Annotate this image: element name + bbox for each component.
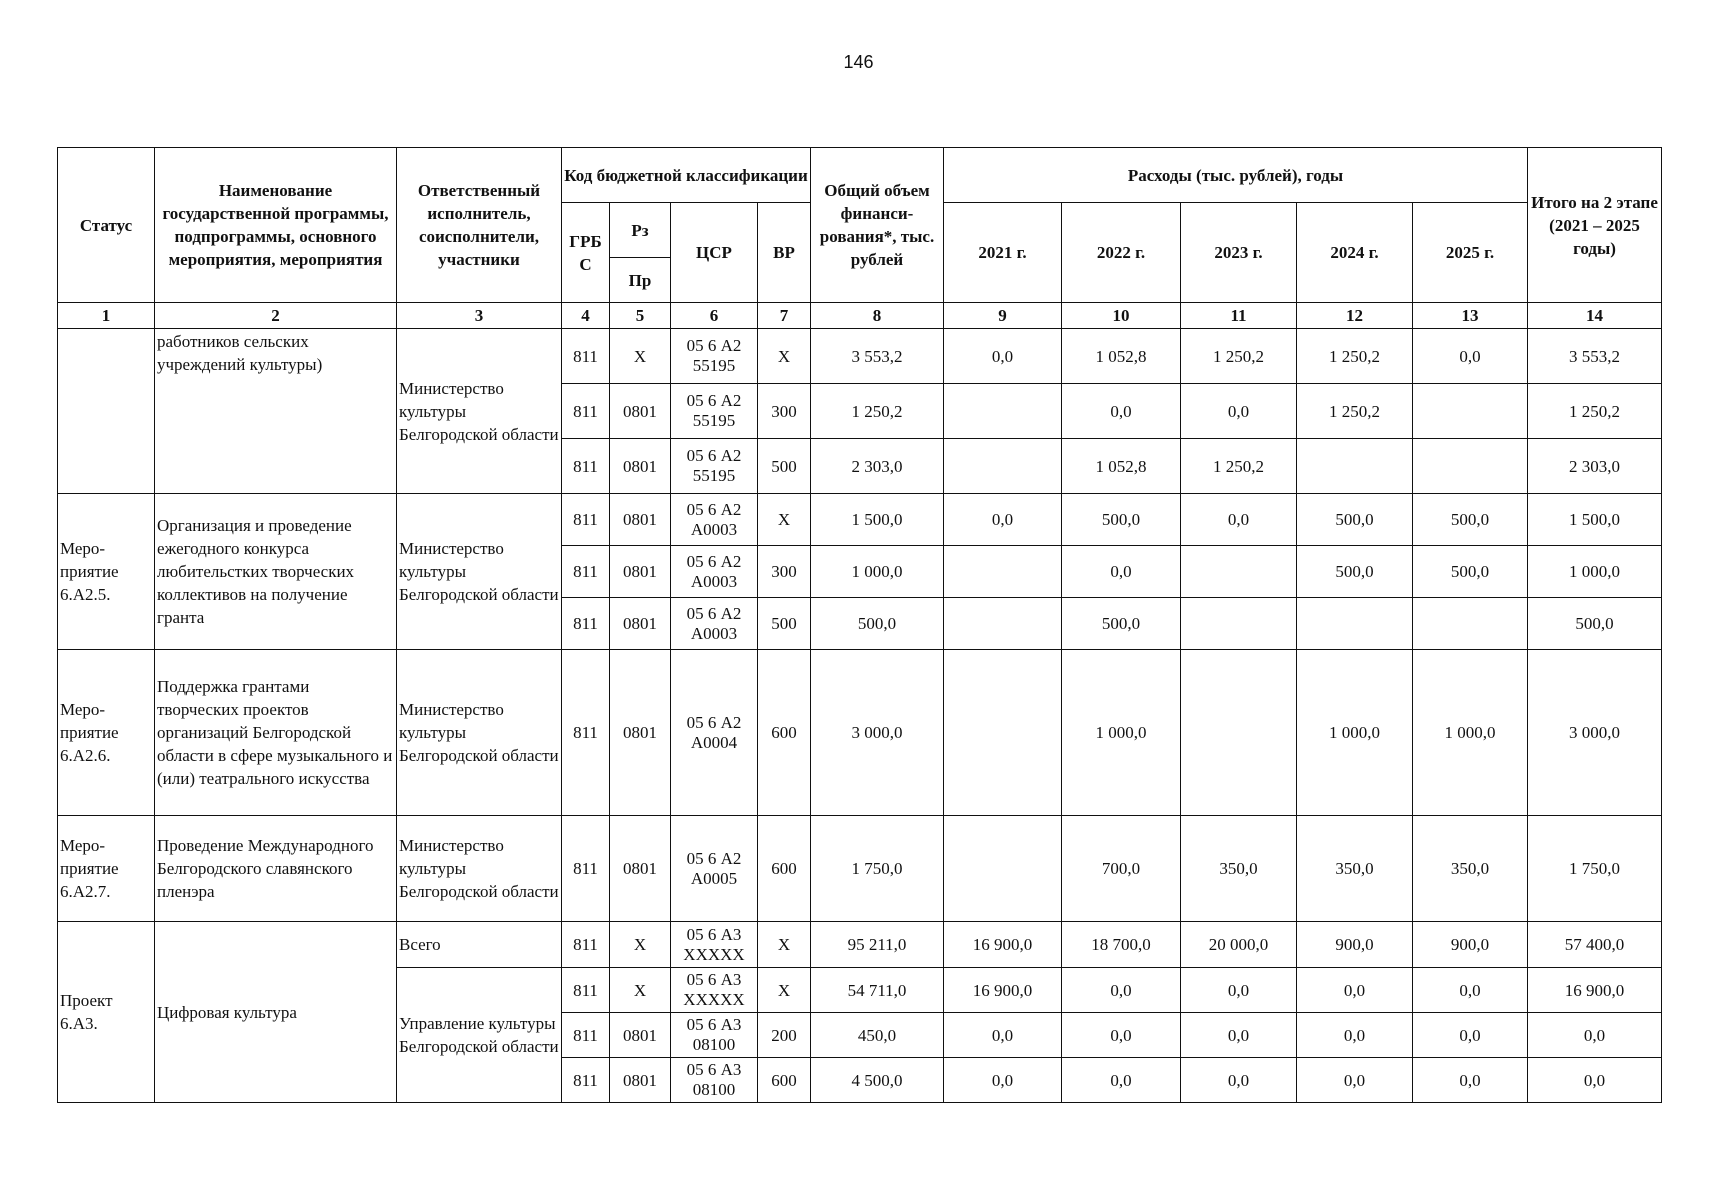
name-cell: Организация и проведение ежегодного конкурса любительстких творческих коллективов на получение гранта <box>155 494 397 650</box>
year-2025-cell <box>1413 598 1528 650</box>
header-stage-total: Итого на 2 этапе (2021 – 2025 годы) <box>1528 148 1662 303</box>
year-2022-cell: 18 700,0 <box>1062 922 1181 968</box>
year-2022-cell: 0,0 <box>1062 1013 1181 1058</box>
status-cell: Меро-приятие 6.А2.6. <box>58 650 155 816</box>
year-2023-cell <box>1181 598 1297 650</box>
name-cell: Цифровая культура <box>155 922 397 1103</box>
total-cell: 3 000,0 <box>811 650 944 816</box>
year-2025-cell: 0,0 <box>1413 1013 1528 1058</box>
stage-total-cell: 0,0 <box>1528 1013 1662 1058</box>
vr-cell: 600 <box>758 1058 811 1103</box>
total-cell: 1 250,2 <box>811 384 944 439</box>
responsible-cell: Управление культуры Белгородской области <box>397 968 562 1103</box>
header-total-volume: Общий объем финанси-рования*, тыс. рублей <box>811 148 944 303</box>
year-2024-cell <box>1297 439 1413 494</box>
vr-cell: Х <box>758 494 811 546</box>
name-cell: Проведение Международного Белгородского славянского пленэра <box>155 816 397 922</box>
year-2021-cell <box>944 439 1062 494</box>
header-year-2025: 2025 г. <box>1413 203 1528 303</box>
year-2021-cell: 0,0 <box>944 329 1062 384</box>
rz-cell: 0801 <box>610 816 671 922</box>
status-cell <box>58 329 155 494</box>
total-cell: 2 303,0 <box>811 439 944 494</box>
rz-cell: 0801 <box>610 650 671 816</box>
year-2024-cell: 1 000,0 <box>1297 650 1413 816</box>
vr-cell: 300 <box>758 384 811 439</box>
rz-cell: 0801 <box>610 494 671 546</box>
year-2024-cell: 1 250,2 <box>1297 384 1413 439</box>
vr-cell: Х <box>758 329 811 384</box>
table-row <box>58 922 1662 968</box>
name-cell: Поддержка грантами творческих проектов организаций Белгородской области в сфере музыкального и (или) театрального искусства <box>155 650 397 816</box>
year-2022-cell: 0,0 <box>1062 384 1181 439</box>
year-2022-cell: 1 052,8 <box>1062 439 1181 494</box>
stage-total-cell: 3 000,0 <box>1528 650 1662 816</box>
column-number: 3 <box>397 303 562 329</box>
column-numbers-row <box>58 303 1662 329</box>
table-row <box>58 650 1662 816</box>
column-number: 2 <box>155 303 397 329</box>
responsible-cell: Министерство культуры Белгородской области <box>397 650 562 816</box>
grbs-cell: 811 <box>562 439 610 494</box>
year-2021-cell <box>944 384 1062 439</box>
year-2021-cell <box>944 546 1062 598</box>
year-2021-cell: 16 900,0 <box>944 968 1062 1013</box>
grbs-cell: 811 <box>562 329 610 384</box>
grbs-cell: 811 <box>562 816 610 922</box>
rz-cell: 0801 <box>610 598 671 650</box>
vr-cell: 600 <box>758 816 811 922</box>
year-2023-cell: 1 250,2 <box>1181 439 1297 494</box>
column-number: 13 <box>1413 303 1528 329</box>
table-header <box>58 148 1662 329</box>
header-year-2023: 2023 г. <box>1181 203 1297 303</box>
stage-total-cell: 1 000,0 <box>1528 546 1662 598</box>
csr-cell: 05 6 А2 А0005 <box>671 816 758 922</box>
year-2024-cell: 0,0 <box>1297 968 1413 1013</box>
rz-cell: 0801 <box>610 1013 671 1058</box>
stage-total-cell: 1 500,0 <box>1528 494 1662 546</box>
year-2024-cell: 900,0 <box>1297 922 1413 968</box>
responsible-cell: Министерство культуры Белгородской области <box>397 494 562 650</box>
csr-cell: 05 6 А2 А0004 <box>671 650 758 816</box>
total-cell: 3 553,2 <box>811 329 944 384</box>
year-2025-cell: 0,0 <box>1413 968 1528 1013</box>
year-2023-cell: 0,0 <box>1181 494 1297 546</box>
total-cell: 450,0 <box>811 1013 944 1058</box>
total-cell: 1 000,0 <box>811 546 944 598</box>
name-cell: работников сельских учреждений культуры) <box>155 329 397 494</box>
vr-cell: 500 <box>758 598 811 650</box>
page-number: 146 <box>843 52 874 72</box>
year-2024-cell: 350,0 <box>1297 816 1413 922</box>
year-2022-cell: 1 000,0 <box>1062 650 1181 816</box>
stage-total-cell: 3 553,2 <box>1528 329 1662 384</box>
header-vr: ВР <box>758 203 811 303</box>
csr-cell: 05 6 А2 55195 <box>671 439 758 494</box>
responsible-total-cell: Всего <box>397 922 562 968</box>
table-row <box>58 816 1662 922</box>
grbs-cell: 811 <box>562 650 610 816</box>
header-pr: Пр <box>610 258 671 303</box>
column-number: 11 <box>1181 303 1297 329</box>
year-2021-cell <box>944 816 1062 922</box>
grbs-cell: 811 <box>562 384 610 439</box>
table-body <box>58 329 1662 1103</box>
stage-total-cell: 500,0 <box>1528 598 1662 650</box>
csr-cell: 05 6 А2 А0003 <box>671 546 758 598</box>
year-2025-cell <box>1413 439 1528 494</box>
year-2021-cell: 0,0 <box>944 1013 1062 1058</box>
year-2025-cell: 500,0 <box>1413 494 1528 546</box>
header-name: Наименование государственной программы, подпрограммы, основного мероприятия, мероприятия <box>155 148 397 303</box>
header-year-2021: 2021 г. <box>944 203 1062 303</box>
column-number: 7 <box>758 303 811 329</box>
year-2025-cell: 900,0 <box>1413 922 1528 968</box>
csr-cell: 05 6 А2 55195 <box>671 329 758 384</box>
year-2024-cell: 500,0 <box>1297 494 1413 546</box>
vr-cell: 300 <box>758 546 811 598</box>
rz-cell: 0801 <box>610 546 671 598</box>
grbs-cell: 811 <box>562 494 610 546</box>
column-number: 1 <box>58 303 155 329</box>
header-expenses: Расходы (тыс. рублей), годы <box>944 148 1528 203</box>
stage-total-cell: 1 250,2 <box>1528 384 1662 439</box>
year-2024-cell <box>1297 598 1413 650</box>
csr-cell: 05 6 А2 А0003 <box>671 494 758 546</box>
year-2022-cell: 700,0 <box>1062 816 1181 922</box>
column-number: 10 <box>1062 303 1181 329</box>
header-responsible: Ответственный исполнитель, соисполнители, участники <box>397 148 562 303</box>
grbs-cell: 811 <box>562 598 610 650</box>
vr-cell: 500 <box>758 439 811 494</box>
year-2022-cell: 500,0 <box>1062 494 1181 546</box>
year-2023-cell: 20 000,0 <box>1181 922 1297 968</box>
year-2025-cell: 0,0 <box>1413 329 1528 384</box>
header-year-2022: 2022 г. <box>1062 203 1181 303</box>
year-2021-cell: 0,0 <box>944 1058 1062 1103</box>
header-budget-code: Код бюджетной классификации <box>562 148 811 203</box>
header-csr: ЦСР <box>671 203 758 303</box>
year-2021-cell <box>944 650 1062 816</box>
column-number: 4 <box>562 303 610 329</box>
grbs-cell: 811 <box>562 1013 610 1058</box>
column-number: 5 <box>610 303 671 329</box>
total-cell: 500,0 <box>811 598 944 650</box>
year-2022-cell: 500,0 <box>1062 598 1181 650</box>
stage-total-cell: 0,0 <box>1528 1058 1662 1103</box>
table-row <box>58 329 1662 384</box>
header-grbs: ГРБС <box>562 203 610 303</box>
year-2023-cell: 0,0 <box>1181 384 1297 439</box>
year-2022-cell: 1 052,8 <box>1062 329 1181 384</box>
year-2025-cell <box>1413 384 1528 439</box>
year-2023-cell: 1 250,2 <box>1181 329 1297 384</box>
total-cell: 1 500,0 <box>811 494 944 546</box>
csr-cell: 05 6 А3 08100 <box>671 1058 758 1103</box>
grbs-cell: 811 <box>562 968 610 1013</box>
stage-total-cell: 16 900,0 <box>1528 968 1662 1013</box>
year-2023-cell <box>1181 546 1297 598</box>
budget-table <box>57 147 1662 1103</box>
status-cell: Меро-приятие 6.А2.5. <box>58 494 155 650</box>
year-2021-cell <box>944 598 1062 650</box>
year-2023-cell: 0,0 <box>1181 1058 1297 1103</box>
status-cell: Проект 6.А3. <box>58 922 155 1103</box>
rz-cell: 0801 <box>610 384 671 439</box>
year-2024-cell: 0,0 <box>1297 1058 1413 1103</box>
rz-cell: 0801 <box>610 439 671 494</box>
total-cell: 95 211,0 <box>811 922 944 968</box>
vr-cell: Х <box>758 968 811 1013</box>
vr-cell: Х <box>758 922 811 968</box>
year-2021-cell: 0,0 <box>944 494 1062 546</box>
year-2022-cell: 0,0 <box>1062 968 1181 1013</box>
year-2021-cell: 16 900,0 <box>944 922 1062 968</box>
vr-cell: 600 <box>758 650 811 816</box>
responsible-cell: Министерство культуры Белгородской области <box>397 816 562 922</box>
grbs-cell: 811 <box>562 1058 610 1103</box>
rz-cell: 0801 <box>610 1058 671 1103</box>
csr-cell: 05 6 А2 55195 <box>671 384 758 439</box>
year-2025-cell: 1 000,0 <box>1413 650 1528 816</box>
csr-cell: 05 6 А3 08100 <box>671 1013 758 1058</box>
total-cell: 4 500,0 <box>811 1058 944 1103</box>
year-2025-cell: 0,0 <box>1413 1058 1528 1103</box>
year-2024-cell: 500,0 <box>1297 546 1413 598</box>
column-number: 14 <box>1528 303 1662 329</box>
rz-cell: Х <box>610 329 671 384</box>
year-2024-cell: 1 250,2 <box>1297 329 1413 384</box>
column-number: 12 <box>1297 303 1413 329</box>
year-2025-cell: 350,0 <box>1413 816 1528 922</box>
year-2023-cell: 0,0 <box>1181 968 1297 1013</box>
year-2025-cell: 500,0 <box>1413 546 1528 598</box>
rz-cell: Х <box>610 922 671 968</box>
status-cell: Меро-приятие 6.А2.7. <box>58 816 155 922</box>
header-rz: Рз <box>610 203 671 258</box>
stage-total-cell: 57 400,0 <box>1528 922 1662 968</box>
responsible-cell: Министерство культуры Белгородской области <box>397 329 562 494</box>
stage-total-cell: 1 750,0 <box>1528 816 1662 922</box>
grbs-cell: 811 <box>562 546 610 598</box>
csr-cell: 05 6 А3 ХХХХХ <box>671 968 758 1013</box>
grbs-cell: 811 <box>562 922 610 968</box>
csr-cell: 05 6 А2 А0003 <box>671 598 758 650</box>
column-number: 8 <box>811 303 944 329</box>
column-number: 9 <box>944 303 1062 329</box>
year-2024-cell: 0,0 <box>1297 1013 1413 1058</box>
table-row <box>58 494 1662 546</box>
header-status: Статус <box>58 148 155 303</box>
stage-total-cell: 2 303,0 <box>1528 439 1662 494</box>
rz-cell: Х <box>610 968 671 1013</box>
year-2023-cell <box>1181 650 1297 816</box>
year-2022-cell: 0,0 <box>1062 1058 1181 1103</box>
year-2023-cell: 0,0 <box>1181 1013 1297 1058</box>
year-2023-cell: 350,0 <box>1181 816 1297 922</box>
total-cell: 1 750,0 <box>811 816 944 922</box>
year-2022-cell: 0,0 <box>1062 546 1181 598</box>
total-cell: 54 711,0 <box>811 968 944 1013</box>
csr-cell: 05 6 А3 ХХХХХ <box>671 922 758 968</box>
vr-cell: 200 <box>758 1013 811 1058</box>
column-number: 6 <box>671 303 758 329</box>
header-year-2024: 2024 г. <box>1297 203 1413 303</box>
